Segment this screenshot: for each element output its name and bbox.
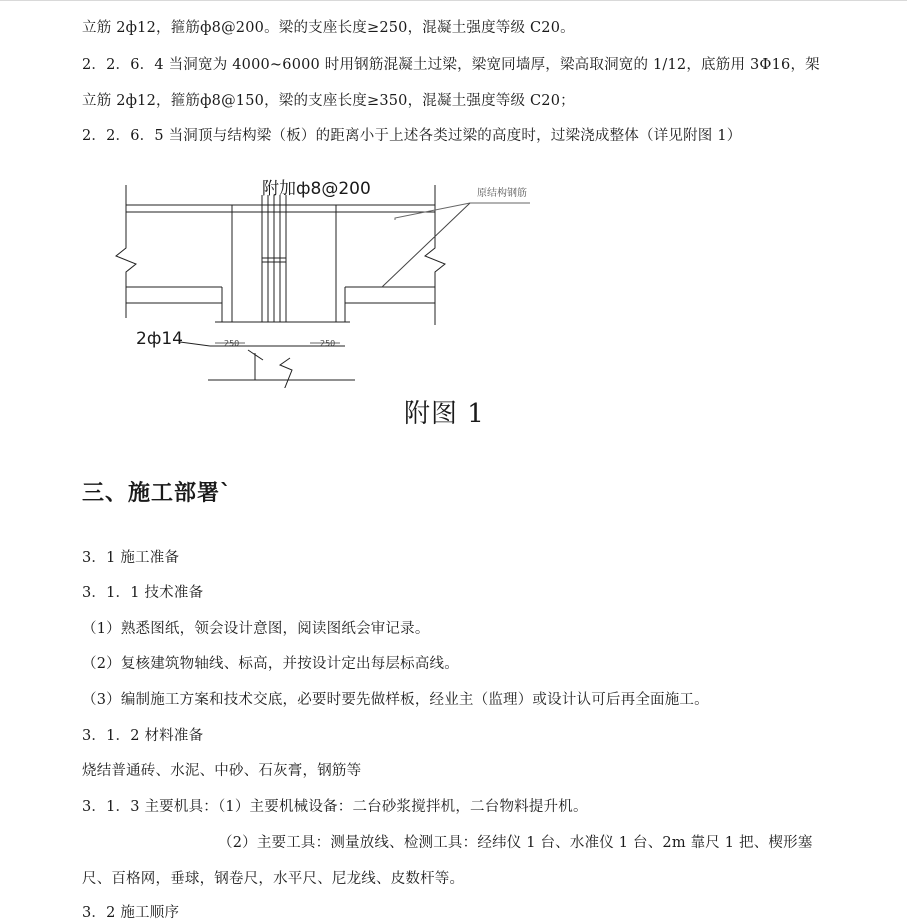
body-line-5: （3）编制施工方案和技术交底，必要时要先做样板，经业主（监理）或设计认可后再全面施工。 bbox=[82, 692, 709, 708]
body-line-11: 3．2 施工顺序 bbox=[82, 905, 180, 921]
section-heading: 三、施工部署` bbox=[82, 481, 233, 506]
body-line-1: 3．1 施工准备 bbox=[82, 550, 180, 566]
body-line-9: （2）主要工具：测量放线、检测工具：经纬仪 1 台、水准仪 1 台、2m 靠尺 1 把、楔形塞 bbox=[218, 835, 813, 851]
page-top-border bbox=[0, 0, 907, 1]
body-line-7: 烧结普通砖、水泥、中砂、石灰膏，钢筋等 bbox=[82, 763, 362, 779]
body-line-4: （2）复核建筑物轴线、标高，并按设计定出每层标高线。 bbox=[82, 656, 459, 672]
figure-dimension-left: 250 bbox=[224, 339, 240, 348]
body-line-10: 尺、百格网，垂球，钢卷尺，水平尺、尼龙线、皮数杆等。 bbox=[82, 871, 465, 887]
body-line-2: 3．1．1 技术准备 bbox=[82, 585, 204, 601]
body-line-8: 3．1．3 主要机具：（1）主要机械设备：二台砂浆搅拌机，二台物料提升机。 bbox=[82, 799, 588, 815]
body-line-3: （1）熟悉图纸，领会设计意图，阅读图纸会审记录。 bbox=[82, 621, 430, 637]
paragraph-line-3: 立筋 2ф12，箍筋ф8@150，梁的支座长度≥350，混凝土强度等级 C20； bbox=[82, 93, 575, 109]
figure-label-stirrup: 附加ф8@200 bbox=[262, 179, 371, 199]
body-line-6: 3．1．2 材料准备 bbox=[82, 728, 204, 744]
figure-label-original-rebar: 原结构钢筋 bbox=[477, 188, 527, 199]
figure-caption: 附图 1 bbox=[404, 399, 485, 429]
beam-detail-drawing bbox=[110, 168, 550, 388]
figure-label-bottom-bar: 2ф14 bbox=[136, 329, 183, 349]
paragraph-line-2: 2．2．6．4 当洞宽为 4000~6000 时用钢筋混凝土过梁，梁宽同墙厚，梁高取洞宽的 1/12，底筋用 3Ф16，架 bbox=[82, 57, 820, 73]
paragraph-line-4: 2．2．6．5 当洞顶与结构梁（板）的距离小于上述各类过梁的高度时，过梁浇成整体（详见附图 1） bbox=[82, 128, 742, 144]
figure-dimension-right: 250 bbox=[320, 339, 336, 348]
paragraph-line-1: 立筋 2ф12，箍筋ф8@200。梁的支座长度≥250，混凝土强度等级 C20。 bbox=[82, 20, 575, 36]
